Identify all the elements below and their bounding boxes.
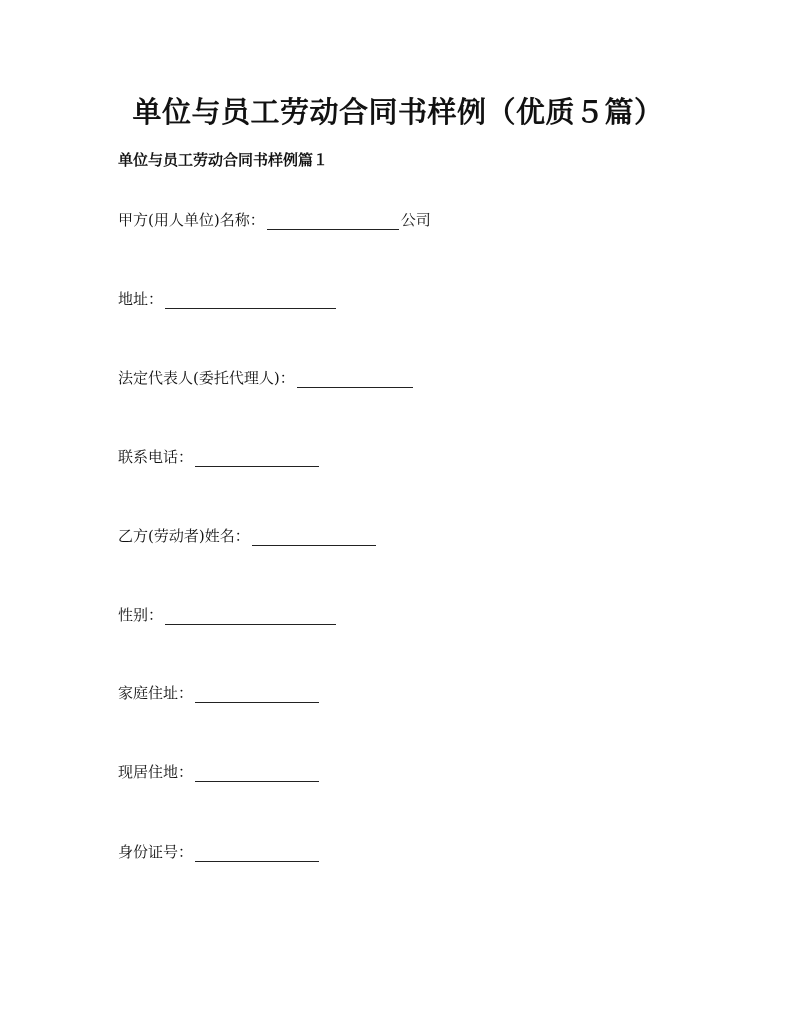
fill-in-blank[interactable] (297, 372, 413, 388)
field-suffix: 公司 (400, 211, 431, 229)
field-label: 家庭住址： (118, 684, 194, 702)
document-title: 单位与员工劳动合同书样例（优质５篇） (132, 95, 664, 129)
field-label: 甲方(用人单位)名称： (118, 211, 265, 229)
field-label: 联系电话： (118, 448, 194, 466)
field-id-number (118, 842, 321, 862)
field-employer-name (118, 210, 431, 230)
field-home-address (118, 683, 321, 703)
field-phone (118, 447, 321, 467)
field-label: 地址： (118, 290, 164, 308)
field-current-residence (118, 762, 321, 782)
field-label: 性别： (118, 606, 164, 624)
fill-in-blank[interactable] (165, 293, 336, 309)
fill-in-blank[interactable] (165, 609, 336, 625)
fill-in-blank[interactable] (195, 846, 319, 862)
field-label: 现居住地： (118, 763, 194, 781)
fill-in-blank[interactable] (267, 214, 399, 230)
field-label: 法定代表人(委托代理人)： (118, 369, 295, 387)
field-gender (118, 605, 338, 625)
field-label: 乙方(劳动者)姓名： (118, 527, 250, 545)
fill-in-blank[interactable] (252, 530, 376, 546)
section-heading: 单位与员工劳动合同书样例篇１ (118, 151, 329, 169)
field-legal-representative (118, 368, 415, 388)
fill-in-blank[interactable] (195, 687, 319, 703)
fill-in-blank[interactable] (195, 766, 319, 782)
field-label: 身份证号： (118, 843, 194, 861)
fill-in-blank[interactable] (195, 451, 319, 467)
field-address (118, 289, 338, 309)
field-employee-name (118, 526, 378, 546)
